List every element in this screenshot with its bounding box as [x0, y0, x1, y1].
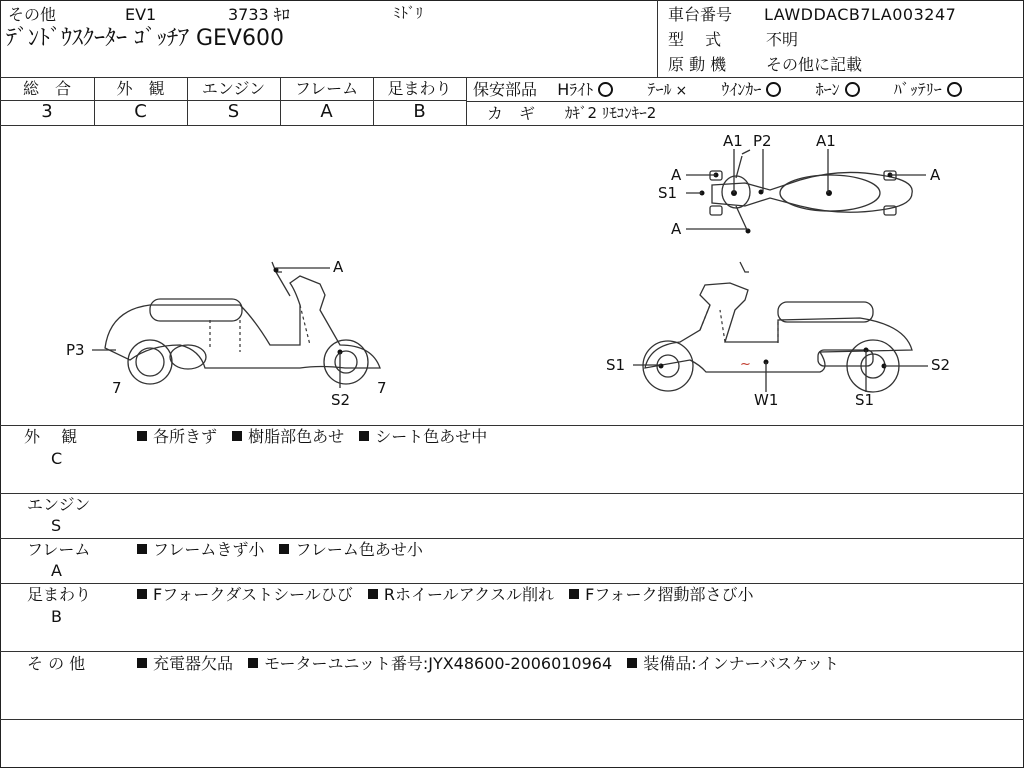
- grade-label-exterior: 外 観: [116, 79, 165, 98]
- header-code: EV1: [125, 5, 157, 24]
- remark-grade-suspension: B: [51, 607, 62, 626]
- label-top-p2: P2: [753, 132, 772, 150]
- chassis-label: 車台番号: [668, 5, 733, 24]
- label-left-s2: S2: [331, 391, 351, 409]
- bullet-square-icon: [627, 658, 637, 668]
- remark-title-other: そ の 他: [27, 654, 86, 673]
- remark-item: 各所きず: [153, 427, 218, 446]
- grade-value-engine: S: [227, 101, 240, 122]
- remark-item: フレーム色あせ小: [295, 540, 423, 559]
- label-top-a-left: A: [671, 166, 682, 184]
- remark-items-exterior: [137, 429, 487, 445]
- key-label: カ ギ: [487, 104, 536, 123]
- model-name: ﾃﾞﾝﾄﾞｳｽｸｰﾀｰ ｺﾞｯﾁｱ GEV600: [6, 26, 284, 51]
- label-right-scratch-mark: ~: [740, 357, 751, 372]
- label-left-p3: P3: [66, 341, 85, 359]
- remark-items-other: [137, 656, 839, 672]
- header-category: その他: [8, 5, 57, 24]
- grade-value-overall: 3: [41, 101, 53, 122]
- label-top-a1-left: A1: [723, 132, 743, 150]
- remark-grade-frame: A: [51, 561, 62, 580]
- taillight-label: ﾃｰﾙ: [647, 80, 672, 99]
- remark-title-exterior: 外 観: [24, 427, 78, 446]
- remark-item: フレームきず小: [153, 540, 265, 559]
- label-right-w1: W1: [754, 391, 779, 409]
- label-top-a-right: A: [930, 166, 941, 184]
- grade-value-suspension: B: [413, 101, 426, 122]
- remarks-rule: [0, 538, 1024, 539]
- type-value: 不明: [766, 30, 799, 49]
- remark-items-frame: [137, 542, 423, 558]
- bullet-square-icon: [279, 544, 289, 554]
- label-left-7b: 7: [377, 379, 387, 397]
- label-top-a-bottom: A: [671, 220, 682, 238]
- grade-label-frame: フレーム: [294, 79, 359, 98]
- safety-label: 保安部品: [473, 80, 538, 99]
- label-top-s1: S1: [658, 184, 678, 202]
- remark-items-suspension: [137, 587, 754, 603]
- horn-label: ﾎｰﾝ: [815, 80, 840, 99]
- type-label: 型 式: [668, 30, 722, 49]
- headlight-label: Hﾗｲﾄ: [557, 80, 594, 99]
- grade-label-suspension: 足まわり: [387, 79, 452, 98]
- remarks-rule: [0, 493, 1024, 494]
- remark-item: 樹脂部色あせ: [248, 427, 345, 446]
- bullet-square-icon: [368, 589, 378, 599]
- label-right-s1-bottom: S1: [855, 391, 875, 409]
- engine-label: 原 動 機: [668, 55, 727, 74]
- battery-label: ﾊﾞｯﾃﾘｰ: [893, 80, 942, 99]
- bullet-square-icon: [248, 658, 258, 668]
- remark-grade-exterior: C: [51, 449, 63, 468]
- bullet-square-icon: [137, 431, 147, 441]
- bullet-square-icon: [137, 658, 147, 668]
- remark-item: Fフォークダストシールひび: [153, 585, 353, 604]
- scooter-left-view: [92, 262, 380, 388]
- header-color: ﾐﾄﾞﾘ: [393, 4, 424, 22]
- grade-value-exterior: C: [134, 101, 147, 122]
- engine-value: その他に記載: [766, 55, 863, 74]
- label-right-s1-left: S1: [606, 356, 626, 374]
- label-right-s2: S2: [931, 356, 951, 374]
- remark-item: 充電器欠品: [153, 654, 234, 673]
- remark-item: シート色あせ中: [375, 427, 488, 446]
- key-value: ｶｷﾞ2 ﾘﾓｺﾝｷｰ2: [565, 104, 657, 122]
- remark-item: Rホイールアクスル削れ: [383, 585, 555, 604]
- label-left-7a: 7: [112, 379, 122, 397]
- remark-title-suspension: 足まわり: [27, 585, 92, 604]
- winker-label: ｳｲﾝｶｰ: [721, 80, 762, 99]
- label-left-a: A: [333, 258, 344, 276]
- remarks-rule: [0, 583, 1024, 584]
- remark-item: モーターユニット番号:JYX48600-2006010964: [264, 654, 613, 673]
- remark-title-engine: エンジン: [27, 495, 91, 514]
- bullet-square-icon: [569, 589, 579, 599]
- remark-item: 装備品:インナーバスケット: [643, 654, 840, 673]
- remark-grade-engine: S: [51, 516, 62, 535]
- bullet-square-icon: [359, 431, 369, 441]
- bullet-square-icon: [137, 544, 147, 554]
- grade-label-engine: エンジン: [201, 79, 266, 98]
- scooter-right-view: [633, 262, 928, 392]
- remarks-bottom-rule: [0, 719, 1024, 720]
- remark-title-frame: フレーム: [27, 540, 91, 559]
- label-top-a1-right: A1: [816, 132, 836, 150]
- remark-item: Fフォーク摺動部さび小: [585, 585, 754, 604]
- scooter-top-view: [686, 149, 926, 234]
- bullet-square-icon: [137, 589, 147, 599]
- chassis-number: LAWDDACB7LA003247: [764, 5, 957, 24]
- ng-cross-icon: ×: [675, 83, 688, 99]
- bullet-square-icon: [232, 431, 242, 441]
- remarks-rule: [0, 651, 1024, 652]
- remarks-top-rule: [0, 425, 1024, 426]
- header-mileage: 3733 ｷﾛ: [228, 5, 290, 24]
- grade-label-overall: 総 合: [22, 79, 71, 98]
- grade-value-frame: A: [320, 101, 333, 122]
